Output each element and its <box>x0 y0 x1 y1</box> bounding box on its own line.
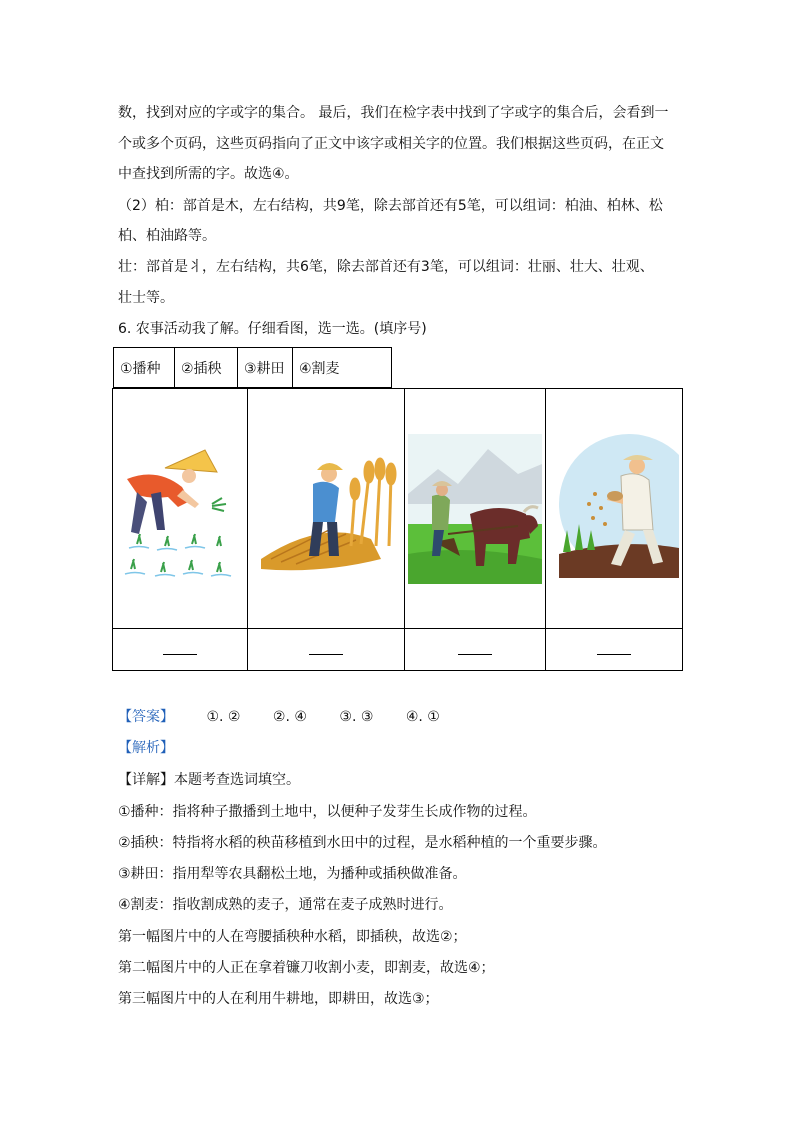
paragraph-line: （2）柏：部首是木，左右结构，共9笔，除去部首还有5笔，可以组词：柏油、柏林、松 <box>118 198 663 214</box>
option-3: ③耕田 <box>238 348 293 388</box>
analysis-line: ①播种：指将种子撒播到土地中，以便种子发芽生长成作物的过程。 <box>118 804 537 820</box>
blank-line <box>597 654 631 655</box>
answer-tag: 【答案】 <box>118 709 174 725</box>
paragraph-line: 中查找到所需的字。故选④。 <box>118 166 299 182</box>
picture-cell-3 <box>405 389 546 629</box>
rice-transplanting-picture <box>117 434 243 584</box>
analysis-line: 第一幅图片中的人在弯腰插秧种水稻，即插秧，故选②； <box>118 929 467 945</box>
ox-plowing-picture <box>408 434 542 584</box>
blank-line <box>163 654 197 655</box>
answer-blank-4[interactable] <box>546 629 683 671</box>
option-2: ②插秧 <box>175 348 238 388</box>
answer-item-3: ③. ③ <box>339 709 374 725</box>
wheat-harvesting-picture <box>251 434 401 584</box>
question-6-title: 6. 农事活动我了解。仔细看图，选一选。(填序号) <box>118 321 427 337</box>
blank-line <box>309 654 343 655</box>
answer-item-2: ②. ④ <box>272 709 307 725</box>
pictures-table <box>112 388 683 671</box>
paragraph-line: 壮：部首是丬，左右结构，共6笔，除去部首还有3笔，可以组词：壮丽、壮大、壮观、 <box>118 259 654 275</box>
picture-cell-2 <box>247 389 405 629</box>
analysis-line: ③耕田：指用犁等农具翻松土地，为播种或插秧做准备。 <box>118 866 467 882</box>
answer-blank-1[interactable] <box>113 629 248 671</box>
picture-cell-1 <box>113 389 248 629</box>
paragraph-line: 个或多个页码，这些页码指向了正文中该字或相关字的位置。我们根据这些页码，在正文 <box>118 136 664 152</box>
options-table <box>113 347 392 388</box>
sowing-seeds-picture <box>549 434 679 584</box>
picture-cell-4 <box>546 389 683 629</box>
blank-line <box>458 654 492 655</box>
analysis-line: ④割麦：指收割成熟的麦子，通常在麦子成熟时进行。 <box>118 897 453 913</box>
option-1: ①播种 <box>114 348 175 388</box>
analysis-line: 【详解】本题考查选词填空。 <box>118 772 300 788</box>
option-4: ④割麦 <box>293 348 392 388</box>
answer-item-1: ①. ② <box>206 709 241 725</box>
answer-blank-2[interactable] <box>247 629 405 671</box>
paragraph-line: 壮士等。 <box>118 290 174 306</box>
analysis-line: ②插秧：特指将水稻的秧苗移植到水田中的过程，是水稻种植的一个重要步骤。 <box>118 835 607 851</box>
analysis-tag: 【解析】 <box>118 740 174 756</box>
paragraph-line: 数，找到对应的字或字的集合。 最后，我们在检字表中找到了字或字的集合后，会看到一 <box>118 105 669 121</box>
answer-blank-3[interactable] <box>405 629 546 671</box>
paragraph-line: 柏、柏油路等。 <box>118 228 216 244</box>
analysis-line: 第三幅图片中的人在利用牛耕地，即耕田，故选③； <box>118 991 439 1007</box>
analysis-line: 第二幅图片中的人正在拿着镰刀收割小麦，即割麦，故选④； <box>118 960 495 976</box>
answer-section <box>118 707 440 727</box>
answer-item-4: ④. ① <box>405 709 440 725</box>
